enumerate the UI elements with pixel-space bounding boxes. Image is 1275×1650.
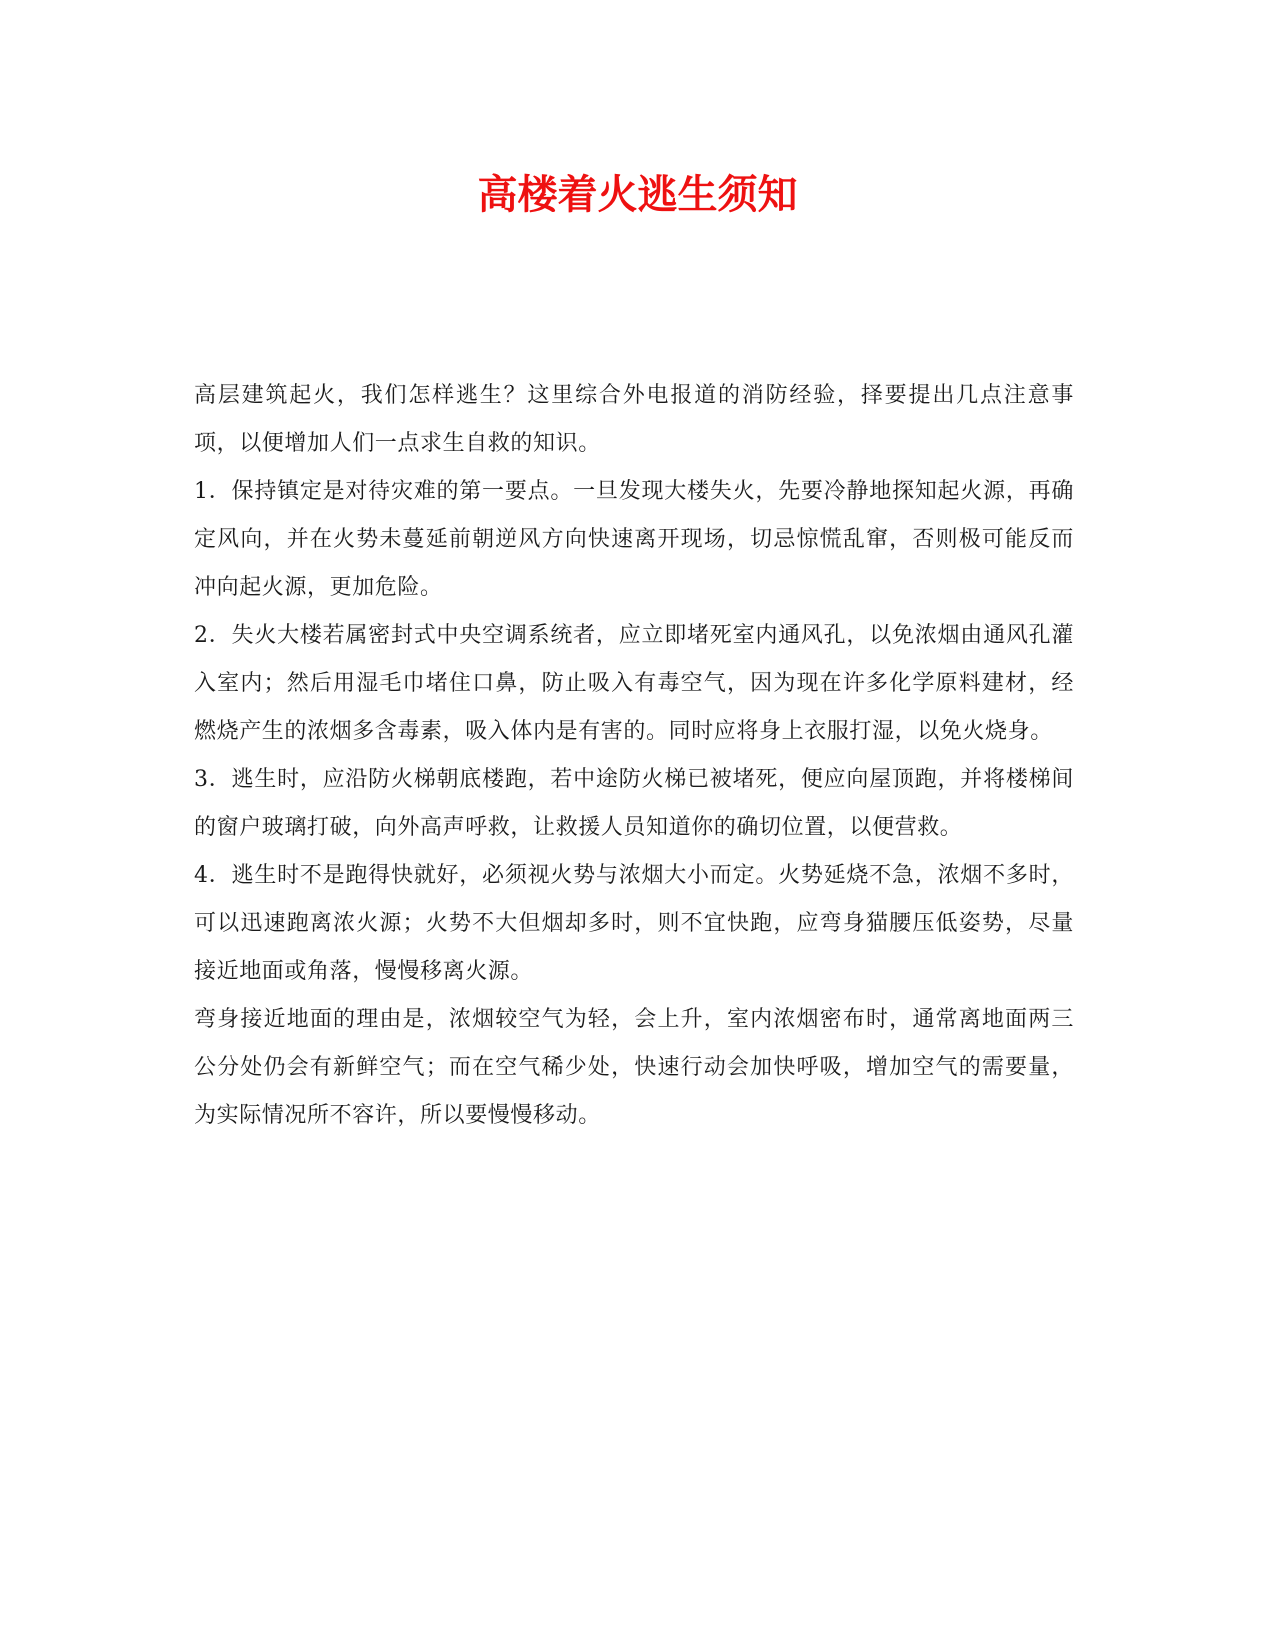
closing-paragraph: 弯身接近地面的理由是，浓烟较空气为轻，会上升，室内浓烟密布时，通常离地面两三公分处仍会有新鲜空气；而在空气稀少处，快速行动会加快呼吸，增加空气的需要量，为实际情况所不容许，所以要慢慢移动。	[194, 1007, 1074, 1128]
item-3-paragraph: 3．逃生时，应沿防火梯朝底楼跑，若中途防火梯已被堵死，便应向屋顶跑，并将楼梯间的窗户玻璃打破，向外高声呼救，让救援人员知道你的确切位置，以便营救。	[194, 767, 1074, 840]
item-2-paragraph: 2．失火大楼若属密封式中央空调系统者，应立即堵死室内通风孔，以免浓烟由通风孔灌入室内；然后用湿毛巾堵住口鼻，防止吸入有毒空气，因为现在许多化学原料建材，经燃烧产生的浓烟多含毒素，吸入体内是有害的。同时应将身上衣服打湿，以免火烧身。	[194, 623, 1074, 744]
document-body	[194, 372, 1074, 1140]
document-title: 高楼着火逃生须知	[477, 171, 798, 218]
intro-paragraph: 高层建筑起火，我们怎样逃生？这里综合外电报道的消防经验，择要提出几点注意事项，以便增加人们一点求生自救的知识。	[194, 383, 1074, 456]
item-4-paragraph: 4．逃生时不是跑得快就好，必须视火势与浓烟大小而定。火势延烧不急，浓烟不多时，可以迅速跑离浓火源；火势不大但烟却多时，则不宜快跑，应弯身猫腰压低姿势，尽量接近地面或角落，慢慢移离火源。	[194, 863, 1074, 984]
item-1-paragraph: 1．保持镇定是对待灾难的第一要点。一旦发现大楼失火，先要冷静地探知起火源，再确定风向，并在火势未蔓延前朝逆风方向快速离开现场，切忌惊慌乱窜，否则极可能反而冲向起火源，更加危险。	[194, 479, 1074, 600]
